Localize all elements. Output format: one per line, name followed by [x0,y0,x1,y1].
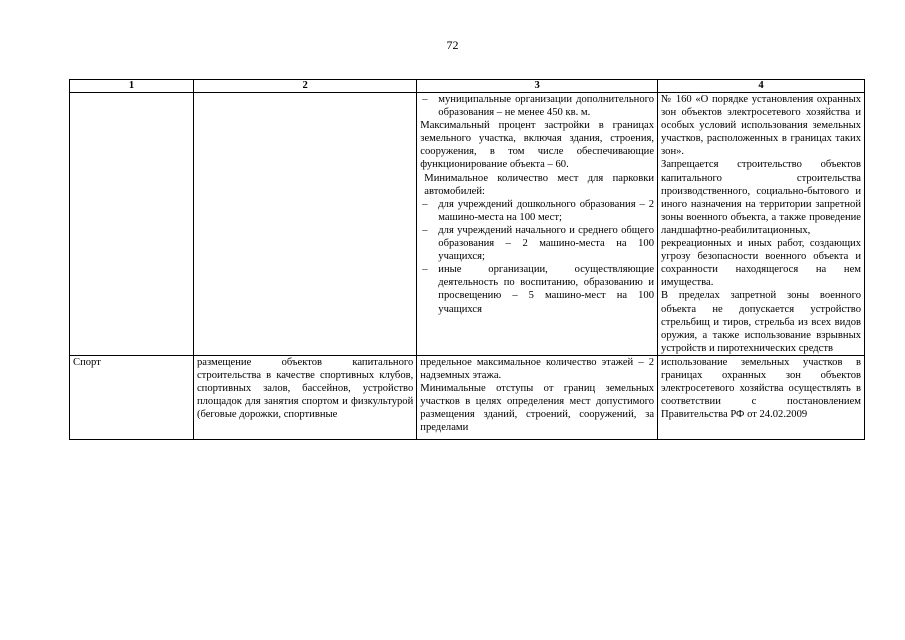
paragraph: рекреационных и иных работ, создающих угрозу безопасности военного объекта и сохранности находящегося на нем имущества. [661,238,861,289]
paragraph: В пределах запретной зоны военного объекта не допускается устройство стрельбищ и тиров, стрельба из всех видов оружия, а также использование взрывных устройств и пиротехнических средств [661,290,861,354]
cell-use-description [193,355,416,439]
column-header-4: 4 [658,80,865,93]
cell-use-description [193,93,416,356]
paragraph: Минимальные отступы от границ земельных участков в целях определения мест допустимого размещения зданий, строений, сооружений, за пределами [420,383,655,434]
paragraph: предельное максимальное количество этажей – 2 надземных этажа. [420,356,655,381]
column-header-2: 2 [193,80,416,93]
list-item: – муниципальные организации дополнительного образования – не менее 450 кв. м. [420,93,654,119]
cell-use-type [70,93,194,356]
table-row [70,93,865,356]
cell-restrictions [658,355,865,439]
cell-parameters [417,93,658,356]
use-type-label: Спорт [73,356,101,368]
list-item: – для учреждений дошкольного образования – 2 машино-места на 100 мест; [420,198,654,224]
paragraph: Минимальное количество мест для парковки автомобилей: [424,172,655,197]
regulations-table [69,79,865,440]
list-item: – иные организации, осуществляющие деятельность по воспитанию, образованию и просвещению – 5 машино-мест на 100 учащихся [420,263,654,315]
use-description-text: размещение объектов капитального строительства в качестве спортивных клубов, спортивных залов, бассейнов, устройство площадок для занятия спортом и физкультурой (беговые дорожки, спортивные [196,356,414,421]
paragraph: № 160 «О порядке установления охранных зон объектов электросетевого хозяйства и особых условий использования земельных участков, расположенных в границах таких зон». [661,94,861,158]
cell-parameters [417,355,658,439]
list-item: – для учреждений начального и среднего общего образования – 2 машино-места на 100 учащихся; [420,224,654,263]
cell-use-type [70,355,194,439]
table-header-row [70,80,865,93]
table-row [70,355,865,439]
paragraph: Максимальный процент застройки в границах земельного участка, включая здания, строения, сооружения, в том числе обеспечивающие функционирование объекта – 60. [420,120,655,171]
paragraph: Запрещается строительство объектов капитального строительства производственного, социально-бытового и иного назначения на территории запретной зоны военного объекта, а также проведение ландшафтно-реабилитационных, [661,159,861,236]
restrictions-text: использование земельных участков в границах охранных зон объектов электросетевого хозяйства осуществлять в соответствии с постановлением Правительства РФ от 24.02.2009 [661,356,861,421]
page-number: 72 [446,38,459,52]
cell-restrictions [658,93,865,356]
column-header-3: 3 [417,80,658,93]
column-header-1: 1 [70,80,194,93]
